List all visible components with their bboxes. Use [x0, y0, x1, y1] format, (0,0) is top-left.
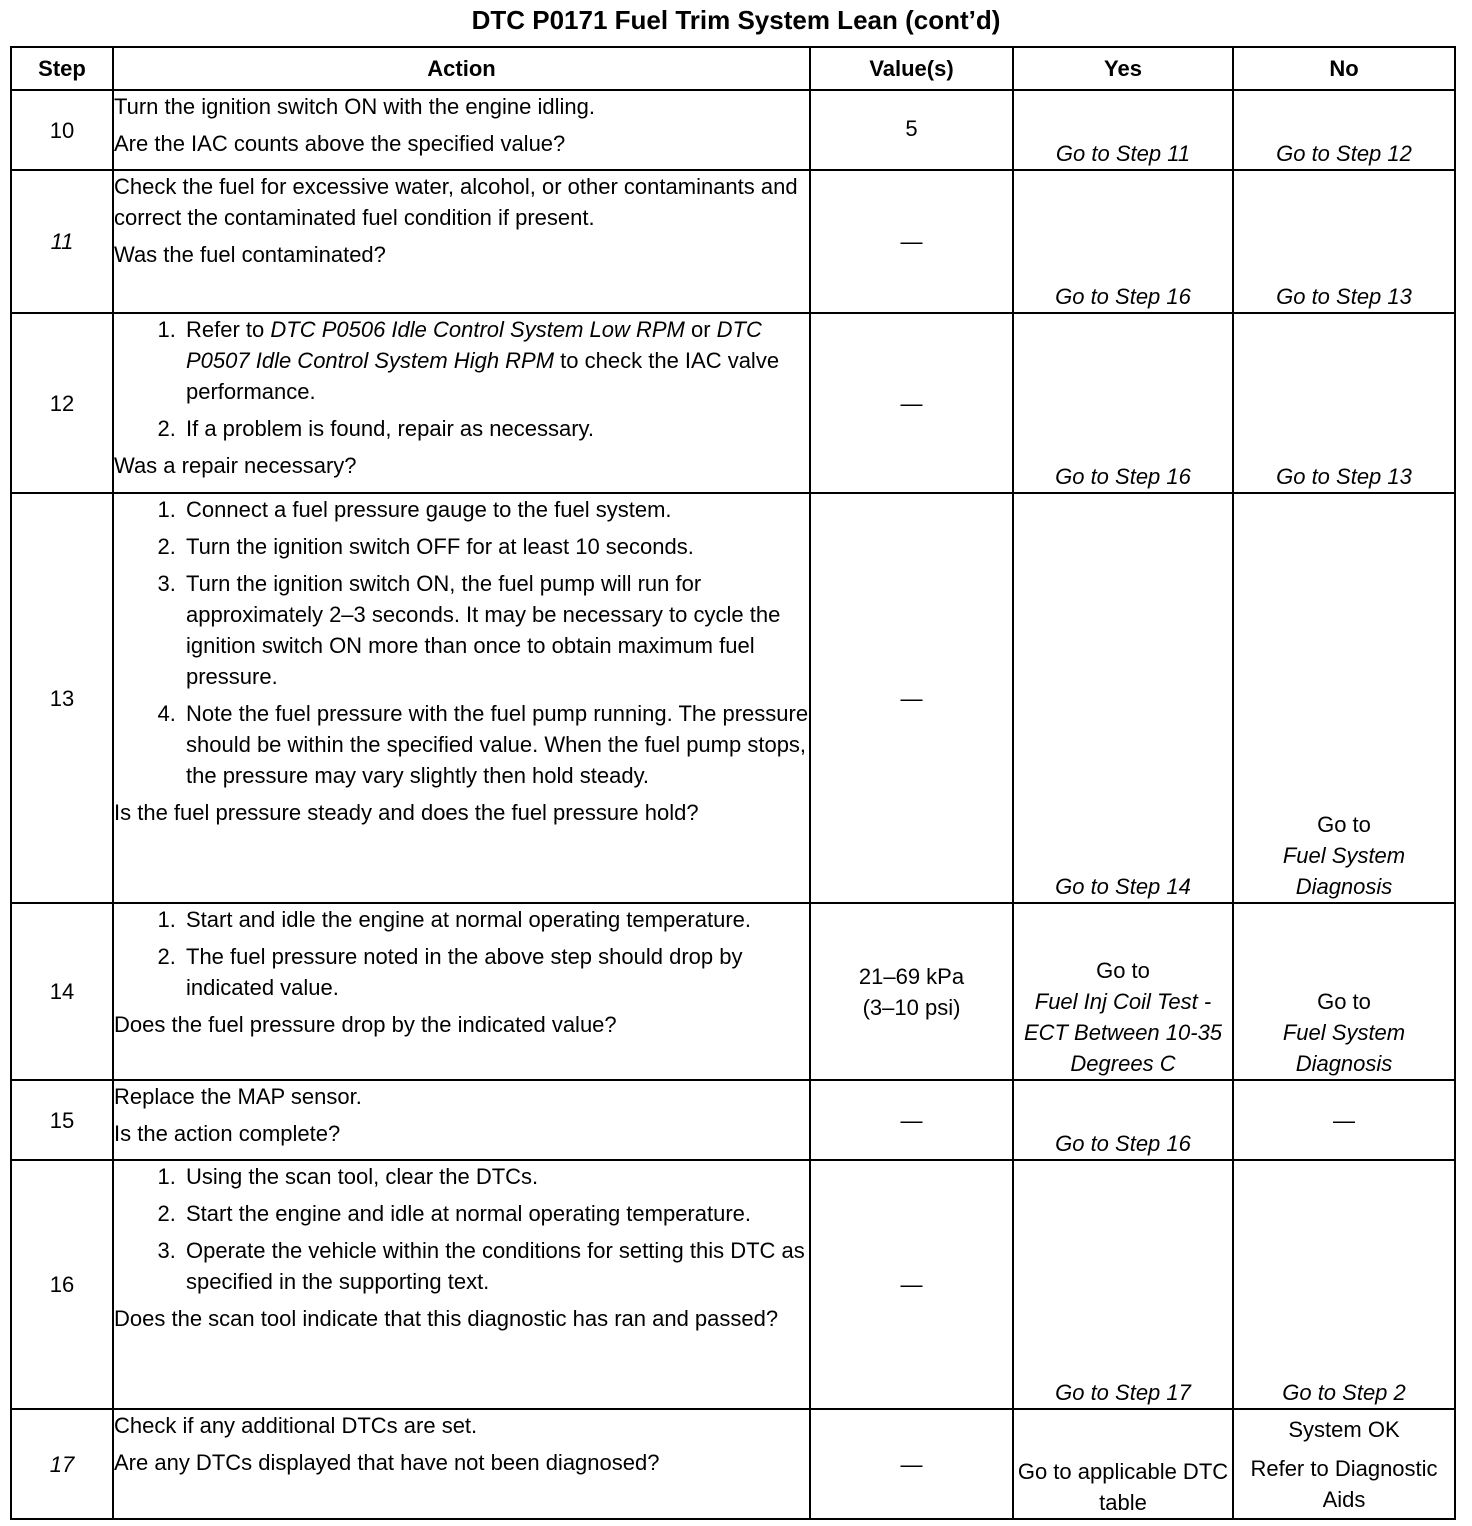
- no-cell: Go to Step 2: [1233, 1160, 1455, 1409]
- system-ok-label: System OK: [1288, 1417, 1400, 1442]
- action-cell: [113, 170, 810, 313]
- action-text: Check if any additional DTCs are set.: [114, 1413, 478, 1438]
- list-item: 1. Connect a fuel pressure gauge to the fuel system.: [182, 494, 809, 525]
- action-list: [114, 494, 809, 791]
- action-question: Are the IAC counts above the specified value?: [114, 131, 566, 156]
- step-number: 17: [11, 1409, 113, 1519]
- action-text: Replace the MAP sensor.: [114, 1084, 362, 1109]
- action-list: [114, 904, 809, 1003]
- list-item: [182, 314, 809, 407]
- action-list: [114, 1161, 809, 1297]
- step-number: 16: [11, 1160, 113, 1409]
- no-cell: —: [1233, 1080, 1455, 1160]
- no-cell: Go to Step 13: [1233, 313, 1455, 493]
- list-item: 2. If a problem is found, repair as necessary.: [182, 413, 809, 444]
- action-cell: [113, 493, 810, 903]
- value-cell: [810, 903, 1013, 1080]
- value-cell: —: [810, 1160, 1013, 1409]
- value-cell: —: [810, 170, 1013, 313]
- yes-cell: Go to applicable DTC table: [1013, 1409, 1233, 1519]
- action-list: [114, 314, 809, 444]
- list-item: 3. Operate the vehicle within the conditions for setting this DTC as specified in the supporting text.: [182, 1235, 809, 1297]
- action-question: Is the fuel pressure steady and does the fuel pressure hold?: [114, 800, 699, 825]
- list-item: 1. Using the scan tool, clear the DTCs.: [182, 1161, 809, 1192]
- action-text: to check the IAC valve performance.: [186, 348, 780, 404]
- action-question: Was a repair necessary?: [114, 453, 357, 478]
- step-number: 12: [11, 313, 113, 493]
- list-item: 2. Turn the ignition switch OFF for at least 10 seconds.: [182, 531, 809, 562]
- action-text: Refer to: [186, 317, 271, 342]
- no-cell: [1233, 493, 1455, 903]
- list-item: 3. Turn the ignition switch ON, the fuel pump will run for approximately 2–3 seconds. It may be necessary to cycle the ignition switch ON more than once to obtain maximum fuel pressure.: [182, 568, 809, 692]
- action-cell: [113, 1160, 810, 1409]
- header-yes: Yes: [1013, 47, 1233, 90]
- action-cell: [113, 90, 810, 170]
- diagnostic-aids-link[interactable]: Refer to Diagnostic Aids: [1250, 1456, 1438, 1512]
- no-cell: Go to Step 12: [1233, 90, 1455, 170]
- header-values: Value(s): [810, 47, 1013, 90]
- value-cell: 5: [810, 90, 1013, 170]
- action-text: Check the fuel for excessive water, alcohol, or other contaminants and correct the contaminated fuel condition if present.: [114, 174, 798, 230]
- fuel-system-diagnosis-link[interactable]: Fuel System Diagnosis: [1282, 1020, 1406, 1076]
- table-row-step-16: [11, 1160, 1455, 1409]
- list-item: 1. Start and idle the engine at normal operating temperature.: [182, 904, 809, 935]
- action-question: Does the fuel pressure drop by the indicated value?: [114, 1012, 617, 1037]
- table-row-step-10: [11, 90, 1455, 170]
- action-question: Is the action complete?: [114, 1121, 341, 1146]
- action-cell: [113, 1080, 810, 1160]
- list-item: 2. Start the engine and idle at normal operating temperature.: [182, 1198, 809, 1229]
- table-row-step-13: [11, 493, 1455, 903]
- pressure-psi: (3–10 psi): [862, 994, 961, 1020]
- yes-cell: Go to Step 17: [1013, 1160, 1233, 1409]
- action-cell: [113, 313, 810, 493]
- yes-cell: Go to Step 16: [1013, 170, 1233, 313]
- table-row-step-14: [11, 903, 1455, 1080]
- yes-cell: Go to Step 14: [1013, 493, 1233, 903]
- list-item: 2. The fuel pressure noted in the above step should drop by indicated value.: [182, 941, 809, 1003]
- dtc-table: [10, 46, 1456, 1520]
- fuel-inj-coil-test-link[interactable]: Fuel Inj Coil Test - ECT Between 10-35 Degrees C: [1023, 989, 1223, 1076]
- list-item: 4. Note the fuel pressure with the fuel pump running. The pressure should be within the specified value. When the fuel pump stops, the pressure may vary slightly then hold steady.: [182, 698, 809, 791]
- fuel-system-diagnosis-link[interactable]: Fuel System Diagnosis: [1282, 843, 1406, 899]
- table-row-step-15: [11, 1080, 1455, 1160]
- yes-cell: Go to Step 16: [1013, 1080, 1233, 1160]
- action-question: Was the fuel contaminated?: [114, 242, 386, 267]
- step-number: 13: [11, 493, 113, 903]
- yes-cell: Go to Step 11: [1013, 90, 1233, 170]
- action-cell: [113, 903, 810, 1080]
- page-title: DTC P0171 Fuel Trim System Lean (cont’d): [471, 5, 1001, 35]
- table-row-step-17: [11, 1409, 1455, 1519]
- header-step: Step: [11, 47, 113, 90]
- dtc-reference-link[interactable]: DTC P0507 Idle Control System High RPM: [186, 317, 762, 373]
- table-row-step-11: [11, 170, 1455, 313]
- header-action: Action: [113, 47, 810, 90]
- go-to-label: Go to: [1096, 958, 1150, 983]
- step-number: 10: [11, 90, 113, 170]
- go-to-label: Go to: [1317, 812, 1371, 837]
- action-cell: [113, 1409, 810, 1519]
- table-row-step-12: [11, 313, 1455, 493]
- step-number: 14: [11, 903, 113, 1080]
- header-no: No: [1233, 47, 1455, 90]
- pressure-kpa: 21–69 kPa: [858, 963, 965, 989]
- yes-cell: [1013, 903, 1233, 1080]
- step-number: 11: [11, 170, 113, 313]
- no-cell: [1233, 903, 1455, 1080]
- action-text: or: [684, 317, 717, 342]
- header-row: [11, 47, 1455, 90]
- no-cell: [1233, 1409, 1455, 1519]
- yes-cell: Go to Step 16: [1013, 313, 1233, 493]
- value-cell: —: [810, 493, 1013, 903]
- no-cell: Go to Step 13: [1233, 170, 1455, 313]
- action-question: Does the scan tool indicate that this diagnostic has ran and passed?: [114, 1306, 779, 1331]
- value-cell: —: [810, 1409, 1013, 1519]
- step-number: 15: [11, 1080, 113, 1160]
- go-to-label: Go to: [1317, 989, 1371, 1014]
- value-cell: —: [810, 1080, 1013, 1160]
- action-text: Turn the ignition switch ON with the engine idling.: [114, 94, 595, 119]
- action-question: Are any DTCs displayed that have not been diagnosed?: [114, 1450, 660, 1475]
- value-cell: —: [810, 313, 1013, 493]
- dtc-reference-link[interactable]: DTC P0506 Idle Control System Low RPM: [270, 317, 685, 342]
